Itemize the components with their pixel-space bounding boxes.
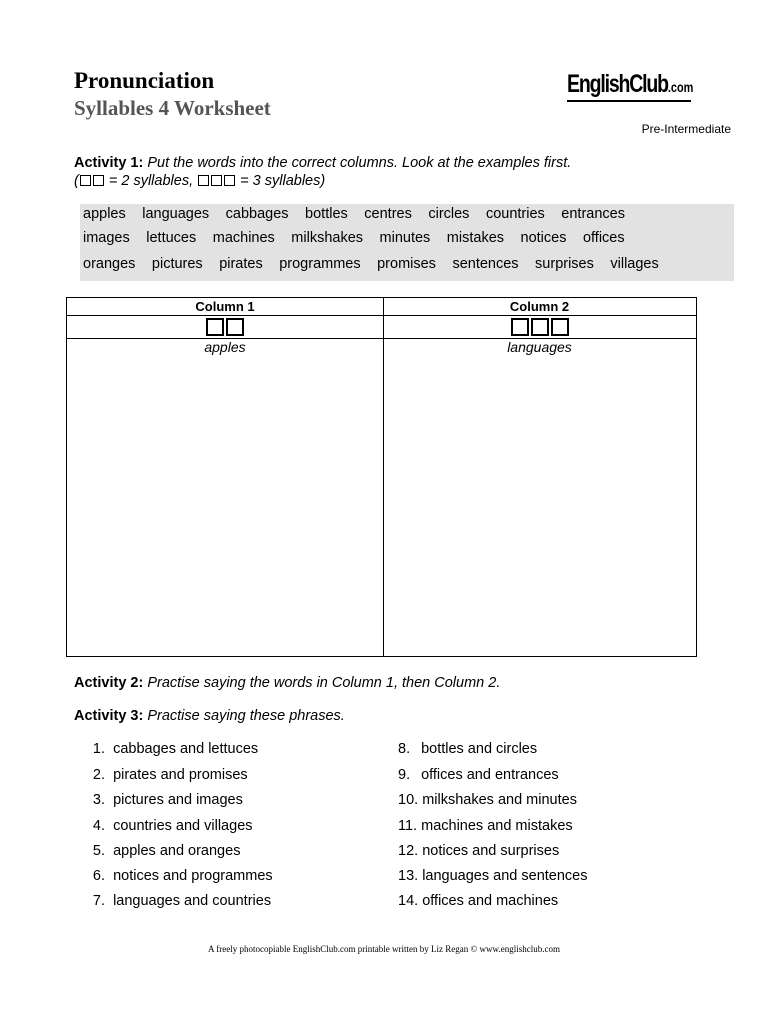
- phrase-number: 3.: [92, 792, 105, 808]
- phrase-text: notices and surprises: [422, 843, 560, 859]
- word-bank-word: circles: [428, 206, 470, 222]
- legend-three: = 3 syllables): [236, 173, 326, 189]
- legend-open: (: [74, 173, 79, 189]
- phrase-text: notices and programmes: [113, 868, 273, 884]
- phrase-item: [88, 893, 271, 909]
- phrase-text: offices and machines: [422, 893, 559, 909]
- word-bank-word: programmes: [279, 256, 361, 272]
- phrase-number: 7.: [92, 893, 105, 909]
- phrase-number: 8.: [398, 741, 411, 757]
- phrase-number: 13.: [398, 868, 419, 884]
- worksheet-title: Pronunciation: [74, 68, 215, 93]
- phrase-item: [398, 868, 587, 884]
- activity2-instruction: Practise saying the words in Column 1, then Column 2.: [147, 675, 501, 691]
- logo-underline: [567, 100, 691, 102]
- phrase-number: 12.: [398, 843, 419, 859]
- syllable-box-icon: [224, 175, 235, 186]
- englishclub-logo: [567, 70, 693, 99]
- activity2-line: [74, 675, 500, 691]
- logo-suffix: .com: [667, 79, 694, 95]
- word-bank-word: centres: [364, 206, 412, 222]
- column-1-syllable-boxes: [67, 316, 383, 339]
- word-bank-row: [83, 206, 641, 222]
- phrase-item: [398, 843, 559, 859]
- phrase-number: 6.: [92, 868, 105, 884]
- word-bank-word: oranges: [83, 256, 136, 272]
- phrase-number: 11.: [398, 818, 418, 834]
- syllable-legend: [74, 173, 325, 189]
- activity1-label: Activity 1:: [74, 155, 144, 171]
- phrase-number: 14.: [398, 893, 419, 909]
- word-bank-word: entrances: [561, 206, 625, 222]
- column-2-example: languages: [507, 339, 572, 355]
- phrase-item: [88, 792, 243, 808]
- phrase-item: [398, 741, 537, 757]
- activity3-label: Activity 3:: [74, 708, 144, 724]
- activity1-instruction: Put the words into the correct columns. Look at the examples first.: [147, 155, 572, 171]
- phrase-text: bottles and circles: [421, 741, 538, 757]
- phrase-text: cabbages and lettuces: [113, 741, 259, 757]
- syllable-box-icon: [551, 318, 569, 336]
- phrase-item: [398, 792, 577, 808]
- activity3-line: [74, 708, 345, 724]
- worksheet-subtitle: Syllables 4 Worksheet: [74, 96, 271, 120]
- word-bank: [80, 204, 734, 281]
- column-2-syllable-boxes: [383, 316, 696, 339]
- phrase-text: languages and countries: [113, 893, 272, 909]
- word-bank-word: notices: [520, 230, 567, 246]
- legend-two: = 2 syllables,: [104, 173, 198, 189]
- phrase-number: 1.: [92, 741, 105, 757]
- syllable-box-icon: [226, 318, 244, 336]
- word-bank-word: cabbages: [225, 206, 289, 222]
- phrase-number: 5.: [92, 843, 105, 859]
- word-bank-word: lettuces: [146, 230, 197, 246]
- activity3-instruction: Practise saying these phrases.: [147, 708, 345, 724]
- syllable-box-icon: [211, 175, 222, 186]
- column-2-header: Column 2: [383, 298, 696, 316]
- sorting-table: [66, 297, 697, 657]
- phrase-item: [88, 767, 248, 783]
- word-bank-word: pictures: [151, 256, 203, 272]
- phrase-item: [398, 893, 558, 909]
- phrase-text: languages and sentences: [422, 868, 588, 884]
- column-1-header: Column 1: [67, 298, 383, 316]
- phrase-text: machines and mistakes: [421, 818, 573, 834]
- phrase-number: 2.: [92, 767, 105, 783]
- phrase-item: [88, 741, 258, 757]
- phrase-text: apples and oranges: [113, 843, 241, 859]
- syllable-box-icon: [198, 175, 209, 186]
- word-bank-word: pirates: [219, 256, 263, 272]
- phrase-text: pirates and promises: [113, 767, 248, 783]
- logo-main: EnglishClub: [567, 70, 668, 98]
- word-bank-word: minutes: [379, 230, 431, 246]
- word-bank-row: [83, 256, 675, 272]
- phrase-item: [88, 868, 273, 884]
- phrase-item: [88, 818, 253, 834]
- word-bank-word: promises: [377, 256, 436, 272]
- phrase-number: 10.: [398, 792, 419, 808]
- column-1[interactable]: [67, 298, 384, 656]
- word-bank-word: milkshakes: [291, 230, 364, 246]
- phrase-item: [398, 767, 559, 783]
- phrase-text: pictures and images: [113, 792, 243, 808]
- column-1-example: apples: [204, 339, 246, 355]
- word-bank-row: [83, 230, 641, 246]
- word-bank-word: machines: [212, 230, 275, 246]
- footer-credit: A freely photocopiable EnglishClub.com printable written by Liz Regan © www.englishclub.com: [208, 944, 560, 954]
- word-bank-word: villages: [610, 256, 659, 272]
- activity1-line: [74, 155, 571, 171]
- phrase-item: [88, 843, 240, 859]
- word-bank-word: countries: [485, 206, 545, 222]
- syllable-box-icon: [511, 318, 529, 336]
- word-bank-word: languages: [142, 206, 210, 222]
- phrase-number: 4.: [92, 818, 105, 834]
- activity2-label: Activity 2:: [74, 675, 144, 691]
- phrase-number: 9.: [398, 767, 411, 783]
- word-bank-word: bottles: [305, 206, 348, 222]
- column-2[interactable]: [383, 298, 696, 656]
- word-bank-word: sentences: [452, 256, 519, 272]
- word-bank-word: images: [83, 230, 130, 246]
- syllable-box-icon: [80, 175, 91, 186]
- word-bank-word: mistakes: [446, 230, 505, 246]
- phrase-text: offices and entrances: [421, 767, 559, 783]
- word-bank-word: apples: [83, 206, 126, 222]
- phrase-text: countries and villages: [113, 818, 253, 834]
- word-bank-word: surprises: [535, 256, 594, 272]
- phrase-text: milkshakes and minutes: [422, 792, 577, 808]
- phrase-item: [398, 818, 573, 834]
- word-bank-word: offices: [582, 230, 625, 246]
- syllable-box-icon: [531, 318, 549, 336]
- level-label: Pre-Intermediate: [641, 122, 731, 136]
- syllable-box-icon: [93, 175, 104, 186]
- syllable-box-icon: [206, 318, 224, 336]
